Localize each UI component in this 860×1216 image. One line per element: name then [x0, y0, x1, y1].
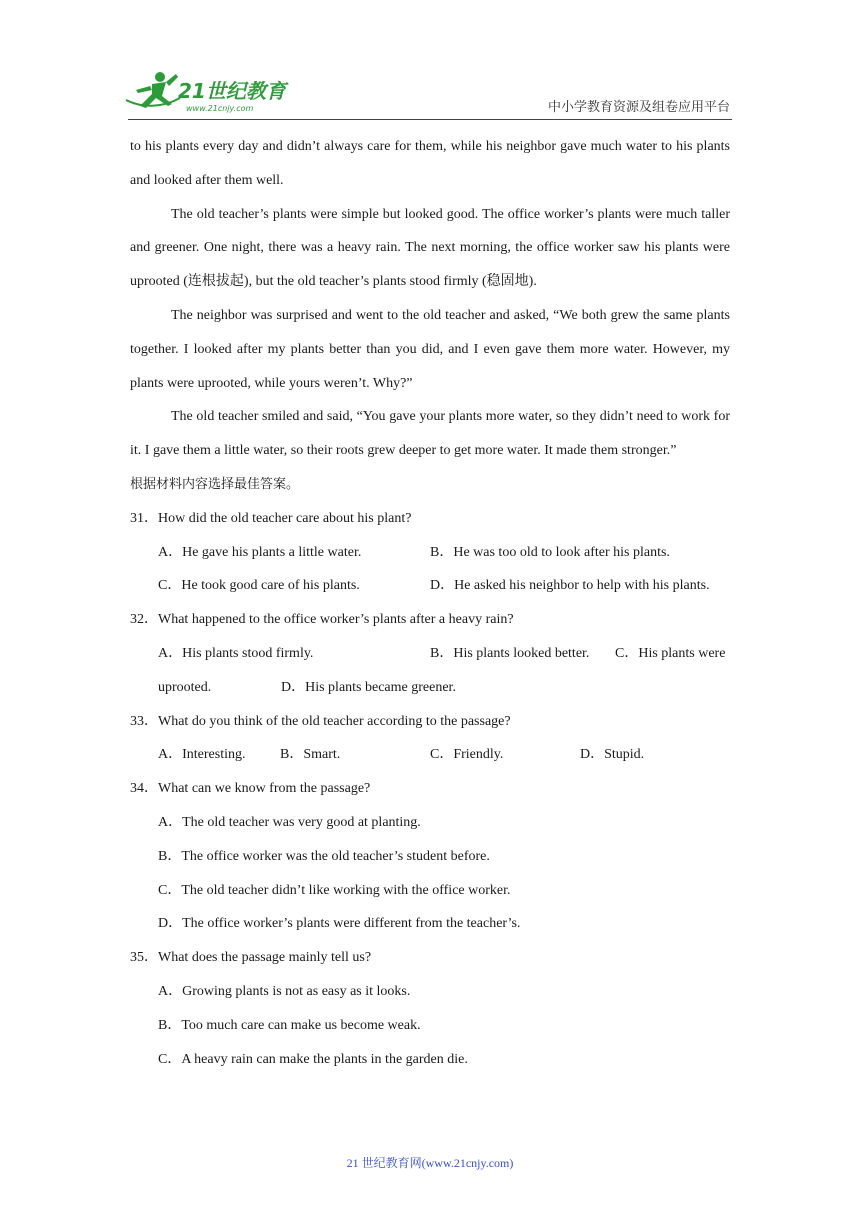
question-stem: 31．How did the old teacher care about his plant? — [130, 510, 412, 526]
option-b[interactable]: B．He was too old to look after his plants. — [430, 544, 670, 560]
option-d[interactable]: D．He asked his neighbor to help with his plants. — [430, 578, 710, 594]
options — [130, 738, 730, 772]
instruction-text: 根据材料内容选择最佳答案。 — [130, 476, 300, 492]
option-a[interactable]: A．His plants stood firmly. — [158, 645, 314, 661]
options — [130, 637, 730, 705]
option-c[interactable]: C．The old teacher didn’t like working with the office worker. — [158, 882, 511, 898]
svg-text:21世纪教育: 21世纪教育 — [178, 79, 286, 103]
options — [130, 975, 730, 1076]
question-stem: 33．What do you think of the old teacher according to the passage? — [130, 713, 511, 729]
page-footer: 21 世纪教育网(www.21cnjy.com) — [346, 1156, 514, 1170]
option-a[interactable]: A．The old teacher was very good at planting. — [158, 814, 421, 830]
option-b[interactable]: B．His plants looked better. — [430, 645, 590, 661]
option-b[interactable]: B．The office worker was the old teacher’s student before. — [158, 848, 490, 864]
header-platform-text: 中小学教育资源及组卷应用平台 — [547, 100, 730, 115]
option-a[interactable]: A．Interesting. — [158, 747, 246, 763]
question-stem: 32．What happened to the office worker’s plants after a heavy rain? — [130, 612, 514, 628]
logo-21cnjy — [122, 70, 292, 115]
question-31 — [130, 502, 730, 603]
option-c[interactable]: C．He took good care of his plants. — [158, 578, 360, 594]
page-header — [0, 0, 860, 125]
option-c[interactable]: C．A heavy rain can make the plants in the garden die. — [158, 1051, 468, 1067]
option-c[interactable]: C．His plants were — [615, 645, 726, 661]
option-b[interactable]: B．Smart. — [280, 747, 341, 763]
option-a[interactable]: A．Growing plants is not as easy as it looks. — [158, 983, 411, 999]
option-d[interactable]: D．Stupid. — [580, 747, 645, 763]
document-body — [130, 130, 730, 1076]
question-35 — [130, 941, 730, 1076]
header-divider — [128, 119, 732, 120]
passage-paragraph: The old teacher’s plants were simple but looked good. The office worker’s plants were much taller and greener. One night, there was a heavy rain. The next morning, the office worker saw his plants were uprooted (连根拔起), but the old teacher’s plants stood firmly (稳固地). — [130, 206, 730, 290]
option-a[interactable]: A．He gave his plants a little water. — [158, 544, 362, 560]
passage-paragraph: The old teacher smiled and said, “You gave your plants more water, so they didn’t need to work for it. I gave them a little water, so their roots grew deeper to get more water. It made them stronger.” — [130, 409, 730, 459]
question-34 — [130, 772, 730, 941]
question-stem: 34．What can we know from the passage? — [130, 781, 371, 797]
option-b[interactable]: B．Too much care can make us become weak. — [158, 1017, 421, 1033]
option-c-continued[interactable]: uprooted. — [158, 679, 212, 695]
question-33 — [130, 705, 730, 773]
question-32 — [130, 603, 730, 704]
options — [130, 536, 730, 604]
option-d[interactable]: D．The office worker’s plants were different from the teacher’s. — [158, 916, 521, 932]
options — [130, 806, 730, 941]
question-stem: 35．What does the passage mainly tell us? — [130, 950, 372, 966]
passage-paragraph: to his plants every day and didn’t always care for them, while his neighbor gave much water to his plants and looked after them well. — [130, 139, 730, 188]
option-c[interactable]: C．Friendly. — [430, 747, 504, 763]
svg-text:www.21cnjy.com: www.21cnjy.com — [186, 104, 254, 113]
passage-paragraph: The neighbor was surprised and went to the old teacher and asked, “We both grew the same plants together. I looked after my plants better than you did, and I even gave them more water. However, my plants were uprooted, while yours weren’t. Why?” — [130, 307, 730, 391]
option-d[interactable]: D．His plants became greener. — [281, 679, 456, 695]
